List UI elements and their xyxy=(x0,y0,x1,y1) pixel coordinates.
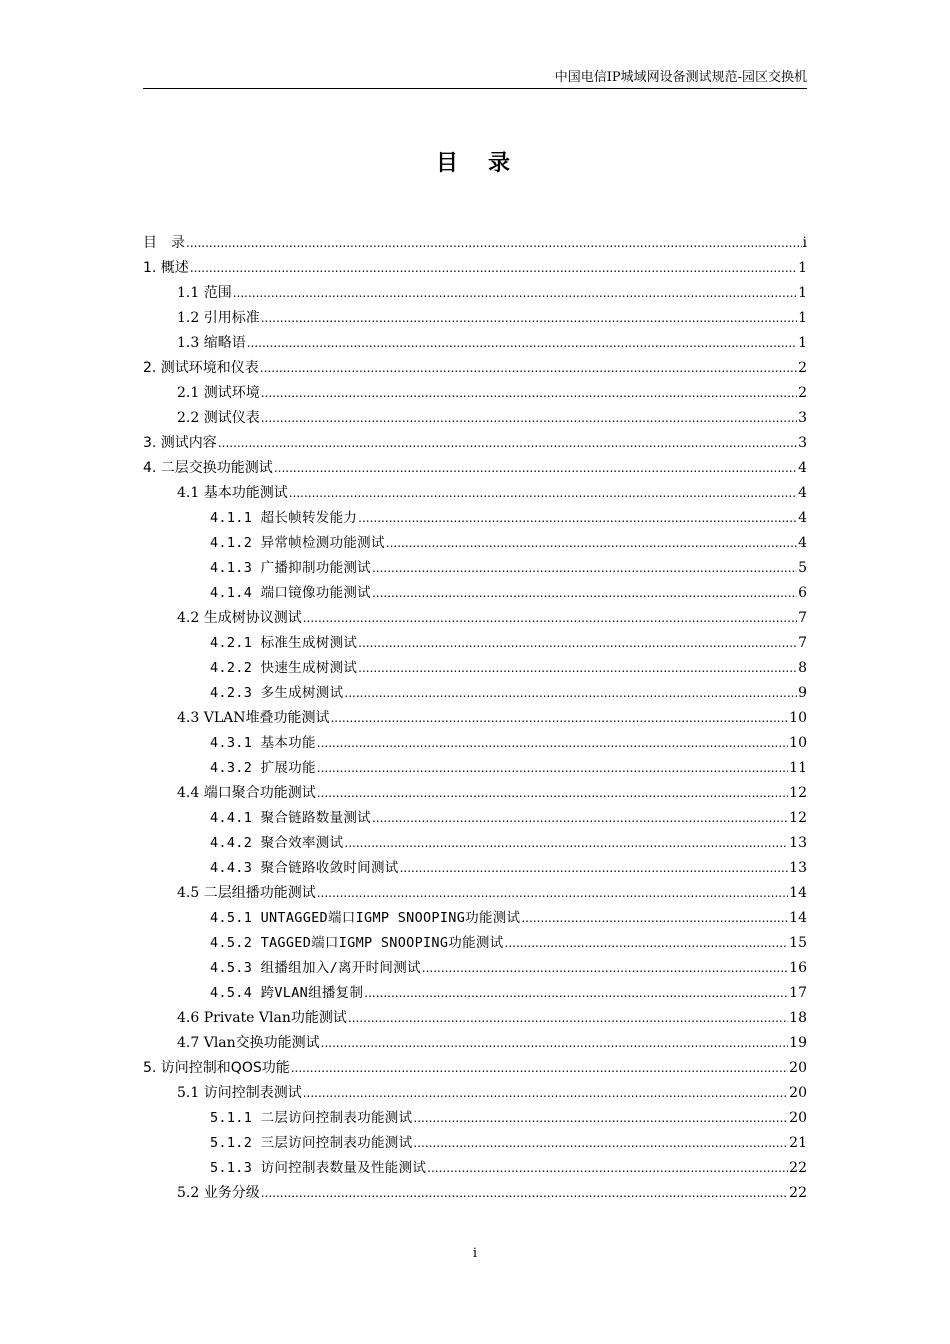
toc-entry[interactable] xyxy=(143,631,807,656)
table-of-contents xyxy=(143,231,807,1206)
toc-leader-dots xyxy=(317,756,788,781)
toc-entry-text: 5.1.2 三层访问控制表功能测试 xyxy=(210,1135,413,1151)
toc-entry-text: 1. 概述 xyxy=(143,260,189,276)
toc-entry-text: 目 录 xyxy=(143,235,185,251)
toc-entry[interactable] xyxy=(143,1056,807,1081)
toc-entry-text: 5. 访问控制和QOS功能 xyxy=(143,1060,290,1076)
toc-leader-dots xyxy=(358,631,797,656)
toc-entry[interactable] xyxy=(143,231,807,256)
toc-leader-dots xyxy=(233,281,797,306)
toc-entry-page: 11 xyxy=(789,760,807,776)
toc-entry[interactable] xyxy=(143,1081,807,1106)
toc-entry-text: 4.4.1 聚合链路数量测试 xyxy=(210,810,371,826)
toc-leader-dots xyxy=(261,381,797,406)
toc-entry[interactable] xyxy=(143,906,807,931)
toc-entry-page: 13 xyxy=(789,860,807,876)
toc-entry[interactable] xyxy=(143,506,807,531)
toc-entry-text: 4.1.3 广播抑制功能测试 xyxy=(210,560,371,576)
toc-entry-page: 3 xyxy=(798,410,807,426)
toc-entry-text: 4.5.2 TAGGED端口IGMP SNOOPING功能测试 xyxy=(210,935,504,951)
toc-leader-dots xyxy=(303,1081,788,1106)
toc-leader-dots xyxy=(247,331,797,356)
toc-leader-dots xyxy=(190,256,797,281)
header-title: 中国电信IP城域网设备测试规范-园区交换机 xyxy=(554,70,807,85)
toc-entry-page: 20 xyxy=(789,1060,807,1076)
toc-leader-dots xyxy=(358,506,797,531)
toc-leader-dots xyxy=(317,781,788,806)
toc-entry-text: 4.1 基本功能测试 xyxy=(177,485,288,501)
toc-entry-text: 4.5 二层组播功能测试 xyxy=(177,885,316,901)
toc-entry-text: 4.4.3 聚合链路收敛时间测试 xyxy=(210,860,399,876)
toc-leader-dots xyxy=(317,731,788,756)
toc-entry[interactable] xyxy=(143,581,807,606)
toc-entry-text: 4.2 生成树协议测试 xyxy=(177,610,302,626)
toc-entry-page: 4 xyxy=(798,460,807,476)
toc-entry-page: 12 xyxy=(789,785,807,801)
toc-entry-page: 20 xyxy=(789,1085,807,1101)
toc-entry-page: 4 xyxy=(798,510,807,526)
toc-entry[interactable] xyxy=(143,1031,807,1056)
toc-entry-text: 4. 二层交换功能测试 xyxy=(143,460,273,476)
toc-entry-page: 22 xyxy=(789,1160,807,1176)
toc-entry[interactable] xyxy=(143,606,807,631)
toc-entry-text: 4.1.2 异常帧检测功能测试 xyxy=(210,535,385,551)
toc-leader-dots xyxy=(505,931,789,956)
toc-entry-text: 4.5.1 UNTAGGED端口IGMP SNOOPING功能测试 xyxy=(210,910,521,926)
toc-entry-text: 4.1.4 端口镜像功能测试 xyxy=(210,585,371,601)
toc-entry-page: 14 xyxy=(789,885,807,901)
toc-entry-page: 9 xyxy=(798,685,807,701)
toc-entry-text: 2. 测试环境和仪表 xyxy=(143,360,259,376)
toc-leader-dots xyxy=(386,531,797,556)
toc-entry-text: 4.5.4 跨VLAN组播复制 xyxy=(210,985,364,1001)
toc-entry-page: 17 xyxy=(789,985,807,1001)
toc-leader-dots xyxy=(422,956,788,981)
toc-entry-text: 1.3 缩略语 xyxy=(177,335,246,351)
toc-leader-dots xyxy=(344,831,788,856)
toc-entry-text: 4.4 端口聚合功能测试 xyxy=(177,785,316,801)
toc-entry-text: 4.5.3 组播组加入/离开时间测试 xyxy=(210,960,421,976)
toc-entry[interactable] xyxy=(143,556,807,581)
toc-entry[interactable] xyxy=(143,806,807,831)
toc-entry[interactable] xyxy=(143,356,807,381)
toc-leader-dots xyxy=(186,231,802,256)
toc-entry-text: 4.6 Private Vlan功能测试 xyxy=(177,1010,347,1026)
toc-leader-dots xyxy=(427,1156,788,1181)
toc-entry[interactable] xyxy=(143,281,807,306)
toc-entry-page: 7 xyxy=(798,610,807,626)
toc-entry-page: 2 xyxy=(798,385,807,401)
toc-entry-text: 5.1 访问控制表测试 xyxy=(177,1085,302,1101)
toc-entry-text: 4.3 VLAN堆叠功能测试 xyxy=(177,710,330,726)
toc-entry[interactable] xyxy=(143,731,807,756)
toc-leader-dots xyxy=(261,306,797,331)
toc-entry-text: 4.2.3 多生成树测试 xyxy=(210,685,344,701)
toc-entry[interactable] xyxy=(143,1181,807,1206)
toc-leader-dots xyxy=(291,1056,788,1081)
toc-leader-dots xyxy=(358,656,797,681)
toc-entry[interactable] xyxy=(143,681,807,706)
toc-entry-text: 4.2.2 快速生成树测试 xyxy=(210,660,358,676)
toc-entry[interactable] xyxy=(143,881,807,906)
toc-entry-page: 15 xyxy=(789,935,807,951)
toc-leader-dots xyxy=(372,806,788,831)
toc-entry-page: 21 xyxy=(789,1135,807,1151)
toc-entry-page: 5 xyxy=(798,560,807,576)
toc-title: 目 录 xyxy=(435,151,514,176)
toc-entry-text: 3. 测试内容 xyxy=(143,435,217,451)
toc-entry[interactable] xyxy=(143,856,807,881)
toc-entry-text: 4.1.1 超长帧转发能力 xyxy=(210,510,358,526)
toc-leader-dots xyxy=(521,906,788,931)
toc-leader-dots xyxy=(261,406,797,431)
toc-leader-dots xyxy=(372,556,797,581)
toc-leader-dots xyxy=(289,481,797,506)
toc-leader-dots xyxy=(260,356,797,381)
toc-entry-page: 4 xyxy=(798,485,807,501)
toc-entry-page: 6 xyxy=(798,585,807,601)
toc-entry[interactable] xyxy=(143,431,807,456)
toc-entry[interactable] xyxy=(143,706,807,731)
toc-entry[interactable] xyxy=(143,931,807,956)
toc-entry-page: 8 xyxy=(798,660,807,676)
toc-leader-dots xyxy=(413,1131,788,1156)
toc-entry[interactable] xyxy=(143,756,807,781)
toc-leader-dots xyxy=(303,606,797,631)
toc-entry-text: 5.1.1 二层访问控制表功能测试 xyxy=(210,1110,413,1126)
page-header xyxy=(143,66,807,89)
toc-entry-page: 10 xyxy=(789,735,807,751)
toc-leader-dots xyxy=(330,706,788,731)
toc-entry-page: 3 xyxy=(798,435,807,451)
toc-entry-page: 20 xyxy=(789,1110,807,1126)
toc-entry-page: 12 xyxy=(789,810,807,826)
toc-entry[interactable] xyxy=(143,1106,807,1131)
toc-entry-page: 2 xyxy=(798,360,807,376)
toc-entry-page: 14 xyxy=(789,910,807,926)
toc-entry-text: 4.3.1 基本功能 xyxy=(210,735,316,751)
toc-entry[interactable] xyxy=(143,306,807,331)
toc-entry[interactable] xyxy=(143,1131,807,1156)
toc-entry[interactable] xyxy=(143,981,807,1006)
toc-entry-text: 4.7 Vlan交换功能测试 xyxy=(177,1035,320,1051)
toc-leader-dots xyxy=(348,1006,788,1031)
toc-entry[interactable] xyxy=(143,956,807,981)
toc-entry-page: 22 xyxy=(789,1185,807,1201)
toc-entry-page: 13 xyxy=(789,835,807,851)
toc-entry-page: 1 xyxy=(798,335,807,351)
toc-entry[interactable] xyxy=(143,406,807,431)
toc-entry[interactable] xyxy=(143,456,807,481)
toc-entry-text: 1.2 引用标准 xyxy=(177,310,260,326)
toc-entry[interactable] xyxy=(143,331,807,356)
toc-entry[interactable] xyxy=(143,656,807,681)
toc-entry-text: 2.1 测试环境 xyxy=(177,385,260,401)
toc-entry[interactable] xyxy=(143,781,807,806)
toc-leader-dots xyxy=(317,881,788,906)
toc-entry-page: 18 xyxy=(789,1010,807,1026)
toc-entry[interactable] xyxy=(143,381,807,406)
toc-leader-dots xyxy=(364,981,788,1006)
toc-entry-page: 7 xyxy=(798,635,807,651)
toc-leader-dots xyxy=(274,456,797,481)
toc-entry-page: 1 xyxy=(798,285,807,301)
toc-entry-text: 2.2 测试仪表 xyxy=(177,410,260,426)
toc-entry-page: 4 xyxy=(798,535,807,551)
toc-entry-page: 10 xyxy=(789,710,807,726)
toc-leader-dots xyxy=(400,856,789,881)
toc-entry-page: 1 xyxy=(798,310,807,326)
toc-entry-text: 4.3.2 扩展功能 xyxy=(210,760,316,776)
toc-entry[interactable] xyxy=(143,481,807,506)
toc-leader-dots xyxy=(261,1181,788,1206)
toc-entry-text: 4.2.1 标准生成树测试 xyxy=(210,635,358,651)
toc-leader-dots xyxy=(413,1106,788,1131)
page-number: i xyxy=(472,1246,478,1261)
toc-entry[interactable] xyxy=(143,1156,807,1181)
toc-entry-text: 4.4.2 聚合效率测试 xyxy=(210,835,344,851)
toc-entry-page: 19 xyxy=(789,1035,807,1051)
toc-entry[interactable] xyxy=(143,1006,807,1031)
toc-leader-dots xyxy=(372,581,797,606)
toc-entry[interactable] xyxy=(143,531,807,556)
toc-entry-text: 1.1 范围 xyxy=(177,285,232,301)
toc-entry-page: 1 xyxy=(798,260,807,276)
toc-leader-dots xyxy=(344,681,797,706)
toc-entry-page: 16 xyxy=(789,960,807,976)
toc-entry[interactable] xyxy=(143,831,807,856)
toc-leader-dots xyxy=(321,1031,789,1056)
toc-entry[interactable] xyxy=(143,256,807,281)
toc-entry-text: 5.1.3 访问控制表数量及性能测试 xyxy=(210,1160,427,1176)
toc-entry-text: 5.2 业务分级 xyxy=(177,1185,260,1201)
toc-entry-page: i xyxy=(802,235,807,251)
toc-leader-dots xyxy=(218,431,797,456)
